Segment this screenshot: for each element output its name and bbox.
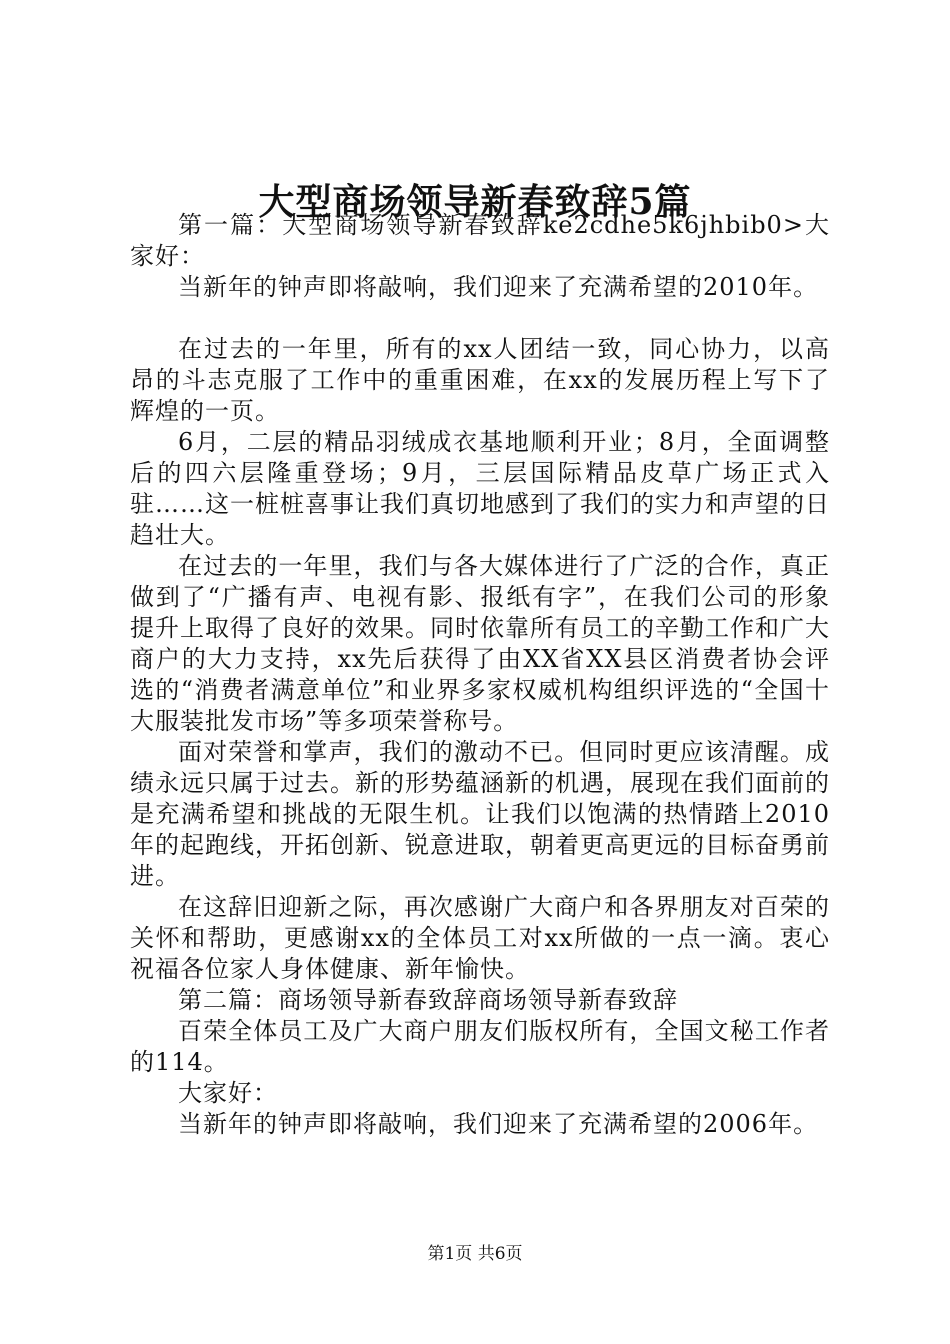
- paragraph-1: 第一篇：大型商场领导新春致辞ke2cdhe5k6jhbib0>大家好：: [130, 211, 830, 270]
- paragraph-8: 第二篇：商场领导新春致辞商场领导新春致辞: [178, 986, 678, 1014]
- paragraph-10: 大家好：: [178, 1079, 278, 1107]
- document-title: 大型商场领导新春致辞5篇: [258, 181, 692, 223]
- paragraph-3: 在过去的一年里，所有的xx人团结一致，同心协力，以高昂的斗志克服了工作中的重重困难，在xx的发展历程上写下了辉煌的一页。: [130, 335, 830, 425]
- paragraph-11: 当新年的钟声即将敲响，我们迎来了充满希望的2006年。: [178, 1110, 819, 1138]
- paragraph-5: 在过去的一年里，我们与各大媒体进行了广泛的合作，真正做到了“广播有声、电视有影、报纸有字”，在我们公司的形象提升上取得了良好的效果。同时依靠所有员工的辛勤工作和广大商户的大力支持，xx先后获得了由XX省XX县区消费者协会评选的“消费者满意单位”和业界多家权威机构组织评选的“全国十大服装批发市场”等多项荣誉称号。: [130, 552, 830, 735]
- document-body: [130, 210, 830, 1140]
- paragraph-9: 百荣全体员工及广大商户朋友们版权所有，全国文秘工作者的114。: [130, 1017, 830, 1076]
- paragraph-2: 当新年的钟声即将敲响，我们迎来了充满希望的2010年。: [178, 273, 819, 301]
- paragraph-6: 面对荣誉和掌声，我们的激动不已。但同时更应该清醒。成绩永远只属于过去。新的形势蕴涵新的机遇，展现在我们面前的是充满希望和挑战的无限生机。让我们以饱满的热情踏上2010年的起跑线，开拓创新、锐意进取，朝着更高更远的目标奋勇前进。: [130, 738, 830, 890]
- page-number-footer: 第1页 共6页: [427, 1244, 523, 1264]
- paragraph-4: 6月，二层的精品羽绒成衣基地顺利开业；8月，全面调整后的四六层隆重登场；9月，三层国际精品皮草广场正式入驻……这一桩桩喜事让我们真切地感到了我们的实力和声望的日趋壮大。: [130, 428, 830, 549]
- paragraph-7: 在这辞旧迎新之际，再次感谢广大商户和各界朋友对百荣的关怀和帮助，更感谢xx的全体员工对xx所做的一点一滴。衷心祝福各位家人身体健康、新年愉快。: [130, 893, 830, 983]
